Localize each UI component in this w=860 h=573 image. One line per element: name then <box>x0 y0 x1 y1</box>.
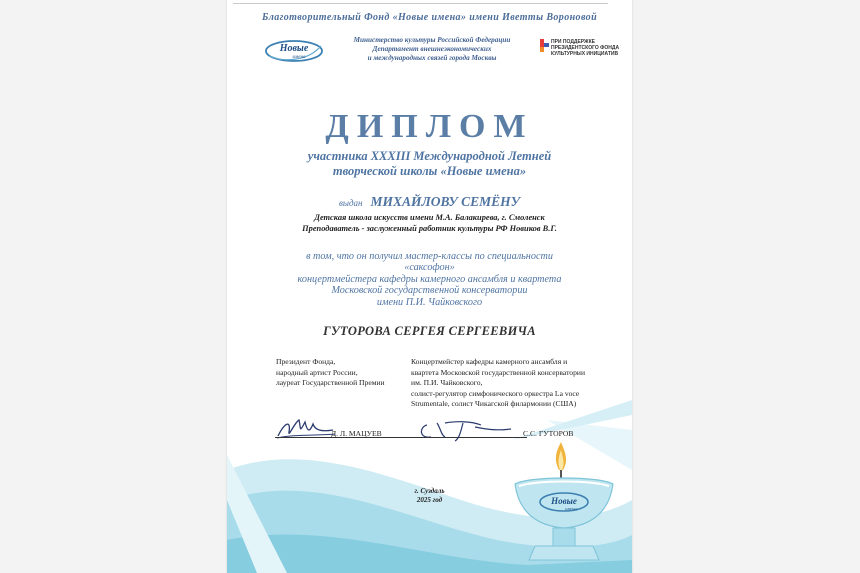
subtitle-line: участника XXXIII Международной Летней <box>307 149 552 163</box>
left-signer-line: Президент Фонда, <box>276 357 336 366</box>
body-line: концертмейстера кафедры камерного ансамбля и квартета <box>297 273 562 285</box>
issued-word: выдан <box>338 198 363 208</box>
teacher-name: ГУТОРОВА СЕРГЕЯ СЕРГЕЕВИЧА <box>323 324 536 338</box>
right-signer-name: С.С. ГУТОРОВ <box>523 429 574 438</box>
city-year <box>227 487 632 505</box>
emblem-logo-text-2: имена <box>565 506 577 511</box>
right-signature-icon <box>415 417 515 443</box>
recipient-name: МИХАЙЛОВУ СЕМЁНУ <box>370 194 521 209</box>
right-signer-title <box>411 357 626 410</box>
school-line: Преподаватель - заслуженный работник культуры РФ Новиков В.Г. <box>302 224 557 233</box>
school-info <box>227 212 632 234</box>
pfki-line: ПРИ ПОДДЕРЖКЕ <box>551 39 595 45</box>
diploma-sheet <box>227 0 632 573</box>
ministry-block <box>332 36 532 63</box>
ministry-line: Департамент внешнеэкономических <box>372 45 492 53</box>
school-line: Детская школа искусств имени М.А. Балакирева, г. Смоленск <box>314 213 545 222</box>
issued-to <box>227 193 632 211</box>
candle-bowl-emblem <box>509 440 619 570</box>
diploma-subtitle <box>227 149 632 179</box>
right-signature-line <box>417 437 527 438</box>
novye-imena-logo <box>263 36 325 64</box>
left-signer-line: лауреат Государственной Премии <box>276 378 385 388</box>
left-signer-line: народный артист России, <box>276 367 358 377</box>
left-signature-icon <box>275 416 337 442</box>
right-signer-line: Концертмейстер кафедры камерного ансамбля и <box>411 357 568 366</box>
body-line: «саксофон» <box>404 262 455 274</box>
city-line: г. Суздаль <box>414 487 445 495</box>
right-signer-line: им. П.И. Чайковского, <box>411 378 483 388</box>
body-line: имени П.И. Чайковского <box>376 296 483 308</box>
diploma-title: ДИПЛОМ <box>325 108 534 145</box>
diploma-body <box>227 251 632 308</box>
logo-text-line2: имена <box>292 55 306 60</box>
year-line: 2025 год <box>416 496 443 504</box>
pfki-line: КУЛЬТУРНЫХ ИНИЦИАТИВ <box>551 51 619 57</box>
header-rule <box>233 3 608 4</box>
ministry-line: и международных связей города Москвы <box>367 54 497 62</box>
left-signer-name: Д. Л. МАЦУЕВ <box>331 429 382 438</box>
body-line: в том, что он получил мастер-классы по специальности <box>306 251 553 262</box>
body-line: Московской государственной консерватории <box>331 285 528 297</box>
pfki-logo-icon <box>539 39 550 53</box>
subtitle-line: творческой школы «Новые имена» <box>332 164 527 178</box>
left-signer-title <box>276 357 416 389</box>
logo-text-line1: Новые <box>279 43 309 54</box>
pfki-line: ПРЕЗИДЕНТСКОГО ФОНДА <box>551 45 620 51</box>
right-signer-line: квартета Московской государственной консерватории <box>411 367 586 377</box>
right-signer-line: Strumentale, солист Чикагской филармонии (США) <box>411 399 577 409</box>
right-signer-line: солист-регулятор симфонического оркестра La voce <box>411 388 580 398</box>
emblem-logo-text: Новые <box>551 496 577 506</box>
foundation-name: Благотворительный Фонд «Новые имена» имени Иветты Вороновой <box>261 12 598 23</box>
ministry-line: Министерство культуры Российской Федерации <box>353 36 511 44</box>
